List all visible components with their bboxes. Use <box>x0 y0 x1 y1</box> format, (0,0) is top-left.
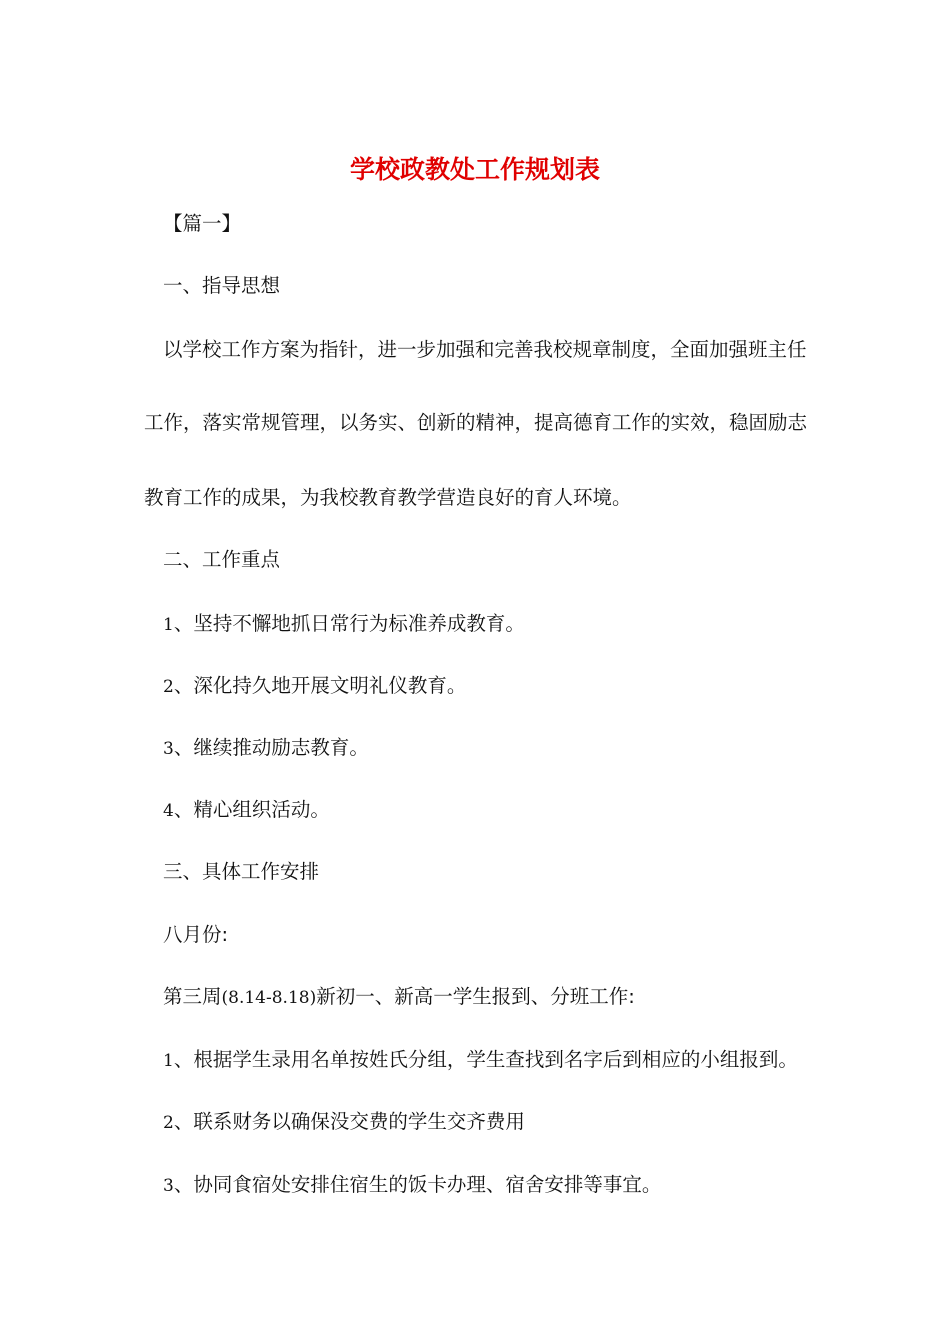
item-number: 3 <box>163 1176 174 1196</box>
paragraph-line-3: 教育工作的成果，为我校教育教学营造良好的育人环境。 <box>144 486 632 509</box>
item-number: 1 <box>163 1051 174 1071</box>
item-number: 3 <box>163 739 174 759</box>
week-dates: (8.14-8.18) <box>221 988 317 1008</box>
week-item <box>163 1172 661 1199</box>
heading-work-focus: 二、工作重点 <box>163 548 281 571</box>
week-item <box>163 1047 798 1074</box>
focus-item <box>163 797 330 824</box>
item-text: 、根据学生录用名单按姓氏分组，学生查找到名字后到相应的小组报到。 <box>173 1048 798 1071</box>
item-text: 、继续推动励志教育。 <box>173 736 369 759</box>
item-number: 4 <box>163 801 174 821</box>
focus-item <box>163 611 525 638</box>
section-marker: 【篇一】 <box>163 212 242 235</box>
week-prefix: 第三周 <box>163 985 222 1008</box>
item-text: 、精心组织活动。 <box>173 798 330 821</box>
month-label: 八月份: <box>163 923 229 946</box>
week-item <box>163 1109 525 1136</box>
item-text: 、深化持久地开展文明礼仪教育。 <box>173 674 467 697</box>
heading-guiding-ideology: 一、指导思想 <box>163 274 281 297</box>
document-title: 学校政教处工作规划表 <box>349 155 600 184</box>
focus-item <box>163 673 466 700</box>
focus-item <box>163 735 369 762</box>
item-text: 、坚持不懈地抓日常行为标准养成教育。 <box>173 612 525 635</box>
item-text: 、协同食宿处安排住宿生的饭卡办理、宿舍安排等事宜。 <box>173 1173 662 1196</box>
week-suffix: 新初一、新高一学生报到、分班工作: <box>316 985 635 1008</box>
week-line <box>163 984 635 1011</box>
item-text: 、联系财务以确保没交费的学生交齐费用 <box>173 1110 525 1133</box>
item-number: 2 <box>163 1113 174 1133</box>
paragraph-line-2: 工作，落实常规管理，以务实、创新的精神，提高德育工作的实效，稳固励志 <box>144 411 808 434</box>
heading-specific-arrangement: 三、具体工作安排 <box>163 860 320 883</box>
item-number: 1 <box>163 615 174 635</box>
item-number: 2 <box>163 677 174 697</box>
paragraph-line-1: 以学校工作方案为指针，进一步加强和完善我校规章制度，全面加强班主任 <box>163 338 807 361</box>
